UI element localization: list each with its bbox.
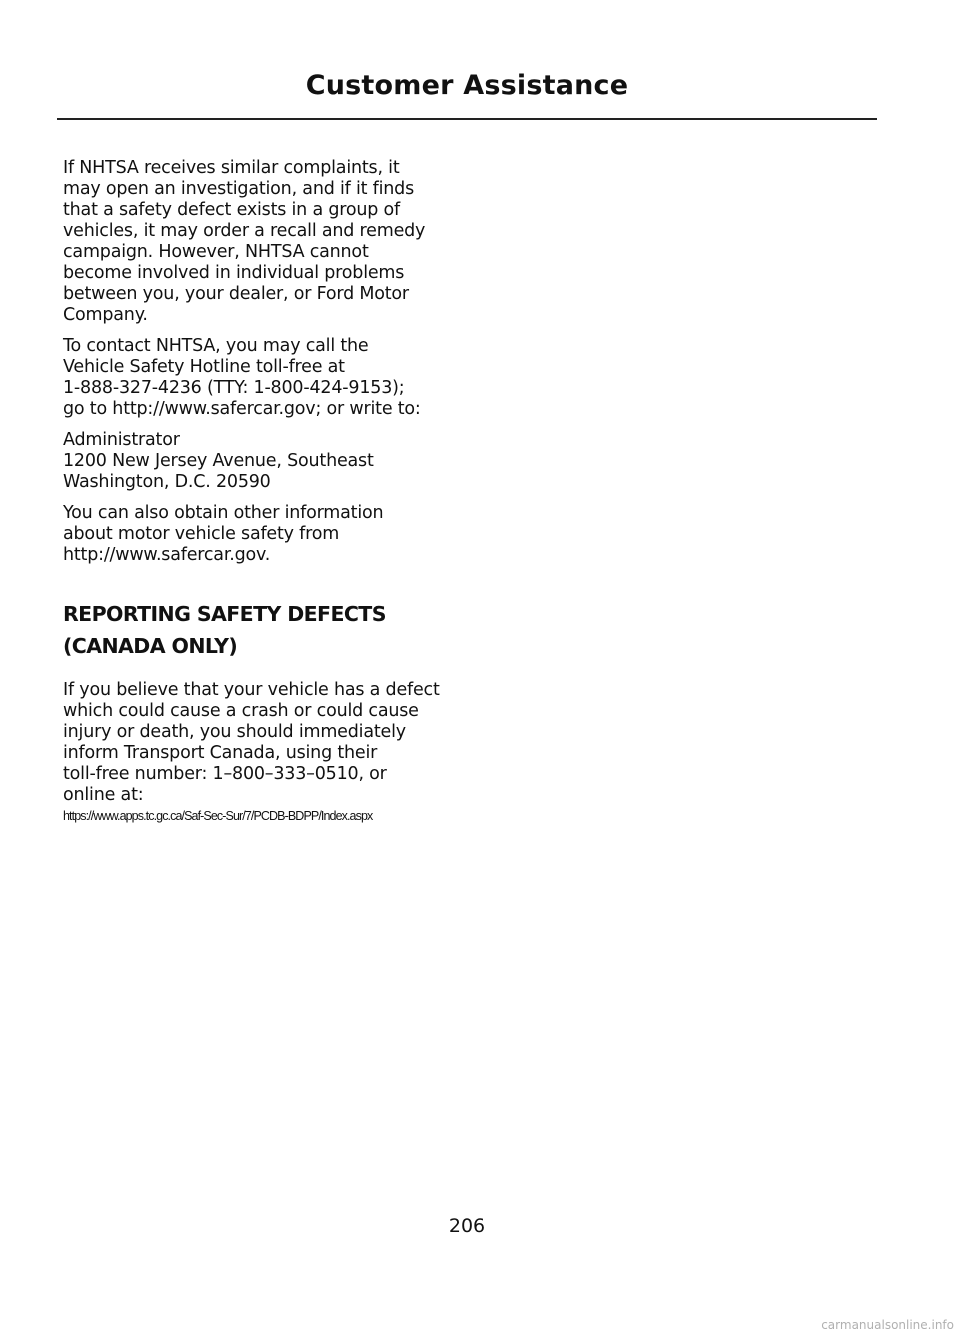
address-line: Administrator xyxy=(63,430,180,450)
paragraph-address xyxy=(63,430,448,493)
page-number: 206 xyxy=(448,1215,486,1237)
text-line: campaign. However, NHTSA cannot xyxy=(63,242,369,262)
transport-canada-url: https://www.apps.tc.gc.ca/Saf-Sec-Sur/7/PCDB-BDPP/Index.aspx xyxy=(63,809,373,823)
address-line: 1200 New Jersey Avenue, Southeast xyxy=(63,451,374,471)
text-line: inform Transport Canada, using their xyxy=(63,743,378,763)
text-line: If NHTSA receives similar complaints, it xyxy=(63,158,400,178)
address-line: Washington, D.C. 20590 xyxy=(63,472,271,492)
text-line: between you, your dealer, or Ford Motor xyxy=(63,284,409,304)
text-column xyxy=(63,158,448,835)
heading-line: REPORTING SAFETY DEFECTS xyxy=(63,602,386,626)
text-line: which could cause a crash or could cause xyxy=(63,701,419,721)
text-line: You can also obtain other information xyxy=(63,503,384,523)
paragraph-canada-defects xyxy=(63,680,448,825)
section-heading-canada xyxy=(63,598,448,662)
text-line: Company. xyxy=(63,305,148,325)
paragraph-nhtsa-investigation xyxy=(63,158,448,326)
page-header-title: Customer Assistance xyxy=(305,70,629,101)
text-line: that a safety defect exists in a group of xyxy=(63,200,400,220)
paragraph-more-info xyxy=(63,503,448,566)
text-line: toll-free number: 1–800–333–0510, or xyxy=(63,764,387,784)
text-line: online at: xyxy=(63,785,144,805)
text-line: vehicles, it may order a recall and remedy xyxy=(63,221,426,241)
watermark: carmanualsonline.info xyxy=(821,1318,954,1332)
text-line: become involved in individual problems xyxy=(63,263,405,283)
text-line: go to http://www.safercar.gov; or write to: xyxy=(63,399,421,419)
text-line: injury or death, you should immediately xyxy=(63,722,406,742)
text-line: http://www.safercar.gov. xyxy=(63,545,271,565)
text-line: may open an investigation, and if it finds xyxy=(63,179,414,199)
text-line: 1-888-327-4236 (TTY: 1-800-424-9153); xyxy=(63,378,405,398)
text-line: To contact NHTSA, you may call the xyxy=(63,336,369,356)
paragraph-contact-nhtsa xyxy=(63,336,448,420)
header-divider xyxy=(57,118,877,120)
heading-line: (CANADA ONLY) xyxy=(63,634,238,658)
text-line: about motor vehicle safety from xyxy=(63,524,340,544)
text-line: If you believe that your vehicle has a defect xyxy=(63,680,440,700)
text-line: Vehicle Safety Hotline toll-free at xyxy=(63,357,345,377)
